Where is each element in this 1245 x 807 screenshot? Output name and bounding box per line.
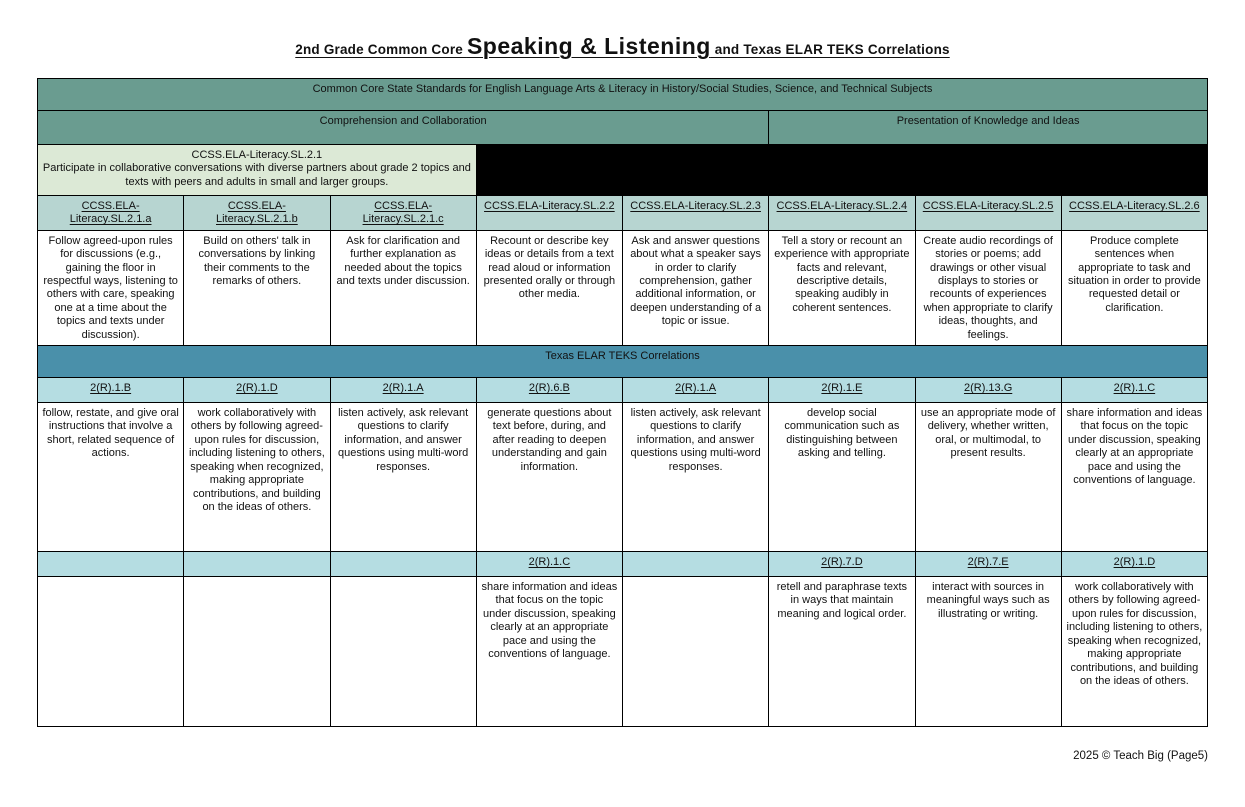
ccss-desc-cell: Follow agreed-upon rules for discussions (e.g., gaining the floor in respectful ways, listening to others with care, speaking one at a time about the topics and texts under discussion). [38, 230, 184, 345]
teks-desc-cell [184, 577, 330, 727]
page-title [0, 33, 1245, 60]
teks-code-cell [184, 552, 330, 577]
teks-description-row-2 [38, 577, 1208, 727]
teks-code-cell: 2(R).1.A [623, 378, 769, 403]
ccss-desc-cell: Ask for clarification and further explanation as needed about the topics and texts under discussion. [330, 230, 476, 345]
ccss-code-cell: CCSS.ELA-Literacy.SL.2.1.c [330, 196, 476, 231]
teks-code-cell: 2(R).1.A [330, 378, 476, 403]
teks-code-cell: 2(R).7.D [769, 552, 915, 577]
teks-code-cell: 2(R).7.E [915, 552, 1061, 577]
correlations-table [37, 78, 1208, 727]
ccss-banner-row [38, 79, 1208, 111]
teks-code-cell: 2(R).1.D [184, 378, 330, 403]
anchor-standard-code: CCSS.ELA-Literacy.SL.2.1 [191, 149, 323, 161]
teks-desc-cell: generate questions about text before, during, and after reading to deepen understanding and gain information. [476, 403, 622, 552]
ccss-desc-cell: Create audio recordings of stories or poems; add drawings or other visual displays to stories or recounts of experiences when appropriate to clarify ideas, thoughts, and feelings. [915, 230, 1061, 345]
teks-code-cell: 2(R).1.C [1061, 378, 1207, 403]
teks-desc-cell: interact with sources in meaningful ways such as illustrating or writing. [915, 577, 1061, 727]
teks-desc-cell: share information and ideas that focus on the topic under discussion, speaking clearly at an appropriate pace and using the conventions of language. [476, 577, 622, 727]
teks-code-cell: 2(R).1.B [38, 378, 184, 403]
blackout-cell [1061, 145, 1207, 196]
strand-header-presentation: Presentation of Knowledge and Ideas [769, 111, 1208, 145]
ccss-code-row [38, 196, 1208, 231]
anchor-standard-row [38, 145, 1208, 196]
teks-desc-cell [623, 577, 769, 727]
blackout-cell [915, 145, 1061, 196]
ccss-desc-cell: Produce complete sentences when appropriate to task and situation in order to provide requested detail or clarification. [1061, 230, 1207, 345]
title-suffix: and Texas ELAR TEKS Correlations [710, 42, 950, 57]
teks-description-row-1 [38, 403, 1208, 552]
teks-desc-cell: share information and ideas that focus on the topic under discussion, speaking clearly at an appropriate pace and using the conventions of language. [1061, 403, 1207, 552]
ccss-desc-cell: Build on others' talk in conversations by linking their comments to the remarks of others. [184, 230, 330, 345]
ccss-banner: Common Core State Standards for English Language Arts & Literacy in History/Social Studies, Science, and Technical Subjects [38, 79, 1208, 111]
teks-desc-cell [330, 577, 476, 727]
teks-desc-cell: listen actively, ask relevant questions to clarify information, and answer questions using multi-word responses. [623, 403, 769, 552]
teks-desc-cell: follow, restate, and give oral instructions that involve a short, related sequence of actions. [38, 403, 184, 552]
teks-desc-cell: listen actively, ask relevant questions to clarify information, and answer questions using multi-word responses. [330, 403, 476, 552]
strand-header-row [38, 111, 1208, 145]
teks-banner: Texas ELAR TEKS Correlations [38, 346, 1208, 378]
teks-code-cell: 2(R).1.C [476, 552, 622, 577]
teks-code-cell: 2(R).1.E [769, 378, 915, 403]
anchor-standard-cell [38, 145, 477, 196]
teks-banner-row [38, 346, 1208, 378]
ccss-code-cell: CCSS.ELA-Literacy.SL.2.4 [769, 196, 915, 231]
teks-code-cell [38, 552, 184, 577]
teks-desc-cell: work collaboratively with others by following agreed-upon rules for discussion, including listening to others, speaking when recognized, making appropriate contributions, and building on the ideas of others. [1061, 577, 1207, 727]
blackout-cell [623, 145, 769, 196]
ccss-desc-cell: Tell a story or recount an experience with appropriate facts and relevant, descriptive details, speaking audibly in coherent sentences. [769, 230, 915, 345]
teks-code-cell [330, 552, 476, 577]
teks-code-cell: 2(R).6.B [476, 378, 622, 403]
blackout-cell [769, 145, 915, 196]
teks-desc-cell [38, 577, 184, 727]
teks-code-cell: 2(R).1.D [1061, 552, 1207, 577]
ccss-code-cell: CCSS.ELA-Literacy.SL.2.3 [623, 196, 769, 231]
title-main: Speaking & Listening [466, 33, 711, 59]
ccss-code-cell: CCSS.ELA-Literacy.SL.2.2 [476, 196, 622, 231]
teks-desc-cell: retell and paraphrase texts in ways that maintain meaning and logical order. [769, 577, 915, 727]
teks-desc-cell: develop social communication such as distinguishing between asking and telling. [769, 403, 915, 552]
ccss-code-cell: CCSS.ELA-Literacy.SL.2.6 [1061, 196, 1207, 231]
ccss-code-cell: CCSS.ELA-Literacy.SL.2.1.a [38, 196, 184, 231]
blackout-cell [476, 145, 622, 196]
teks-desc-cell: use an appropriate mode of delivery, whether written, oral, or multimodal, to present results. [915, 403, 1061, 552]
ccss-code-cell: CCSS.ELA-Literacy.SL.2.5 [915, 196, 1061, 231]
teks-code-cell: 2(R).13.G [915, 378, 1061, 403]
page-footer: 2025 © Teach Big (Page5) [1073, 750, 1208, 762]
ccss-desc-cell: Ask and answer questions about what a speaker says in order to clarify comprehension, gather additional information, or deepen understanding of a topic or issue. [623, 230, 769, 345]
ccss-code-cell: CCSS.ELA-Literacy.SL.2.1.b [184, 196, 330, 231]
teks-code-cell [623, 552, 769, 577]
strand-header-comprehension: Comprehension and Collaboration [38, 111, 769, 145]
title-prefix: 2nd Grade Common Core [295, 42, 467, 57]
anchor-standard-text: Participate in collaborative conversations with diverse partners about grade 2 topics and texts with peers and adults in small and larger groups. [42, 162, 471, 188]
ccss-description-row [38, 230, 1208, 345]
teks-code-row-2 [38, 552, 1208, 577]
teks-code-row-1 [38, 378, 1208, 403]
ccss-desc-cell: Recount or describe key ideas or details from a text read aloud or information presented orally or through other media. [476, 230, 622, 345]
teks-desc-cell: work collaboratively with others by following agreed-upon rules for discussion, including listening to others, speaking when recognized, making appropriate contributions, and building on the ideas of others. [184, 403, 330, 552]
